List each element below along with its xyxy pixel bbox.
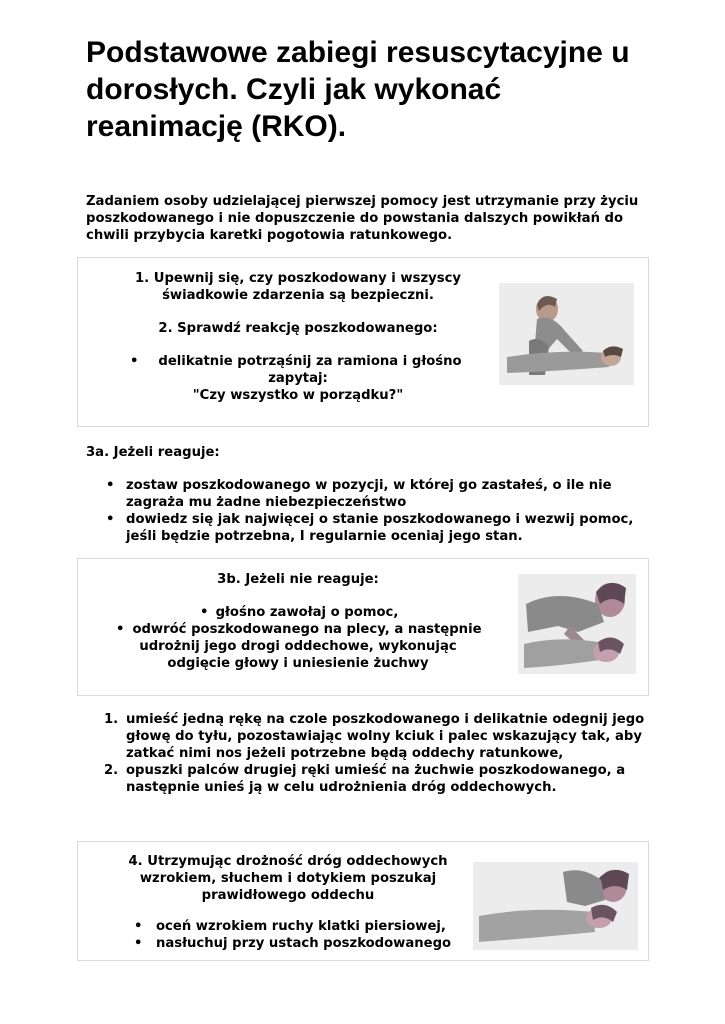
list-item-text: umieść jedną rękę na czole poszkodowanego i delikatnie odegnij jego głowę do tyłu, pozostawiając wolny kciuk i palec wskazujący tak, aby zatkać nimi nos jeżeli potrzebne będą oddechy ratunkowe, xyxy=(126,712,645,761)
step1-line2: świadkowie zdarzenia są bezpieczni. xyxy=(162,288,434,303)
airway-opening-illustration xyxy=(518,574,636,674)
shake-instruction-line1: delikatnie potrząśnij za ramiona i głośno xyxy=(158,354,462,369)
list-number: 1. xyxy=(104,712,119,727)
look-chest-text: oceń wzrokiem ruchy klatki piersiowej, xyxy=(156,919,446,934)
bullet-symbol: • xyxy=(130,354,139,369)
list-item-text: dowiedz się jak najwięcej o stanie poszkodowanego i wezwij pomoc, jeśli będzie potrzebna, I regularnie oceniaj jego stan. xyxy=(126,512,634,544)
list-item-text: zostaw poszkodowanego w pozycji, w której go zastałeś, o ile nie zagraża mu żadne niebezpieczeństwo xyxy=(126,478,612,510)
intro-paragraph: Zadaniem osoby udzielającej pierwszej pomocy jest utrzymanie przy życiu poszkodowanego i nie dopuszczenie do powstania dalszych powikłań do chwili przybycia karetki pogotowia ratunkowego. xyxy=(86,194,639,243)
list-item xyxy=(86,477,646,511)
section-3b-heading: 3b. Jeżeli nie reaguje: xyxy=(217,572,379,587)
list-item-text: opuszki palców drugiej ręki umieść na żuchwie poszkodowanego, a następnie unieś ją w celu udrożnienia dróg oddechowych. xyxy=(126,763,626,795)
step4-box xyxy=(77,841,649,961)
call-for-help-text: głośno zawołaj o pomoc, xyxy=(215,605,399,620)
bullet-symbol: • xyxy=(116,622,125,637)
bullet-symbol: • xyxy=(134,936,143,951)
bullet-symbol: • xyxy=(106,512,115,527)
step1-box xyxy=(77,257,649,427)
page-title: Podstawowe zabiegi resuscytacyjne u dorosłych. Czyli jak wykonać reanimację (RKO). xyxy=(86,36,630,143)
list-number: 2. xyxy=(104,763,119,778)
bullet-symbol: • xyxy=(134,919,143,934)
section-3a-heading: 3a. Jeżeli reaguje: xyxy=(86,445,220,460)
list-item xyxy=(86,511,646,545)
step3b-box xyxy=(77,558,649,696)
list-item xyxy=(86,711,646,762)
bullet-symbol: • xyxy=(106,478,115,493)
shake-instruction-line3: "Czy wszystko w porządku?" xyxy=(192,388,404,403)
check-response-illustration xyxy=(499,283,634,385)
turn-victim-line2: udrożnij jego drogi oddechowe, wykonując xyxy=(139,639,457,654)
shake-instruction-line2: zapytaj: xyxy=(268,371,328,386)
step4-line1: 4. Utrzymując drożność dróg oddechowych xyxy=(128,854,448,869)
step4-line2: wzrokiem, słuchem i dotykiem poszukaj xyxy=(139,871,437,886)
breathing-check-illustration xyxy=(473,862,638,950)
turn-victim-line3: odgięcie głowy i uniesienie żuchwy xyxy=(167,656,429,671)
listen-breath-text: nasłuchuj przy ustach poszkodowanego xyxy=(156,936,452,951)
step4-line3: prawidłowego oddechu xyxy=(201,888,375,903)
bullet-symbol: • xyxy=(200,605,209,620)
step2-text: 2. Sprawdź reakcję poszkodowanego: xyxy=(158,321,438,336)
step1-line1: 1. Upewnij się, czy poszkodowany i wszyscy xyxy=(134,271,461,286)
list-item xyxy=(86,762,646,796)
turn-victim-line1: odwróć poszkodowanego na plecy, a następnie xyxy=(132,622,482,637)
